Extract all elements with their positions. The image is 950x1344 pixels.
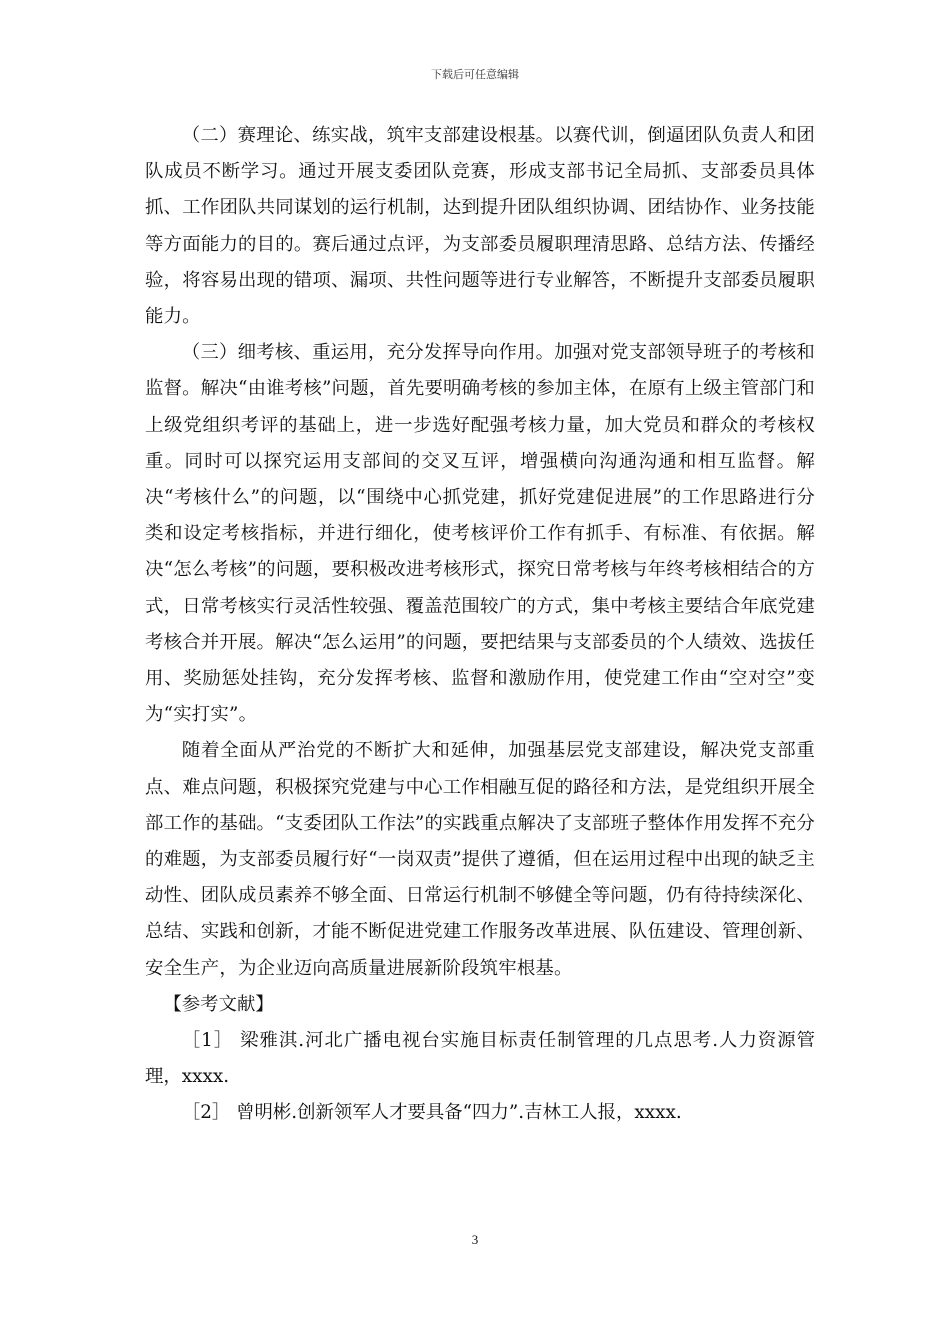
references-heading: 【参考文献】 [163,993,274,1015]
document-body [145,118,815,1132]
reference-item-2: ［2］ 曾明彬.创新领军人才要具备“四力”.吉林工人报，xxxx. [181,1102,682,1124]
paragraph-section-three: （三）细考核、重运用，充分发挥导向作用。加强对党支部领导班子的考核和监督。解决“由谁考核”问题，首先要明确考核的参加主体，在原有上级主管部门和上级党组织考评的基础上，进一步选好配强考核力量，加大党员和群众的考核权重。同时可以探究运用支部间的交叉互评，增强横向沟通沟通和相互监督。解决“考核什么”的问题，以“围绕中心抓党建，抓好党建促进展”的工作思路进行分类和设定考核指标，并进行细化，使考核评价工作有抓手、有标准、有依据。解决“怎么考核”的问题，要积极改进考核形式，探究日常考核与年终考核相结合的方式，日常考核实行灵活性较强、覆盖范围较广的方式，集中考核主要结合年底党建考核合并开展。解决“怎么运用”的问题，要把结果与支部委员的个人绩效、选拔任用、奖励惩处挂钩，充分发挥考核、监督和激励作用，使党建工作由“空对空”变为“实打实”。 [145,342,815,726]
page-number: 3 [471,1232,479,1247]
page-header: 下载后可任意编辑 [431,68,519,81]
paragraph-conclusion: 随着全面从严治党的不断扩大和延伸，加强基层党支部建设，解决党支部重点、难点问题，积极探究党建与中心工作相融互促的路径和方法，是党组织开展全部工作的基础。“支委团队工作法”的实践重点解决了支部班子整体作用发挥不充分的难题，为支部委员履行好“一岗双责”提供了遵循，但在运用过程中出现的缺乏主动性、团队成员素养不够全面、日常运行机制不够健全等问题，仍有待持续深化、总结、实践和创新，才能不断促进党建工作服务改革进展、队伍建设、管理创新、安全生产，为企业迈向高质量进展新阶段筑牢根基。 [145,740,815,979]
paragraph-section-two: （二）赛理论、练实战，筑牢支部建设根基。以赛代训，倒逼团队负责人和团队成员不断学习。通过开展支委团队竞赛，形成支部书记全局抓、支部委员具体抓、工作团队共同谋划的运行机制，达到提升团队组织协调、团结协作、业务技能等方面能力的目的。赛后通过点评，为支部委员履职理清思路、总结方法、传播经验，将容易出现的错项、漏项、共性问题等进行专业解答，不断提升支部委员履职能力。 [145,125,815,328]
reference-item-1: ［1］ 梁雅淇.河北广播电视台实施目标责任制管理的几点思考.人力资源管理，xxxx. [145,1030,815,1088]
